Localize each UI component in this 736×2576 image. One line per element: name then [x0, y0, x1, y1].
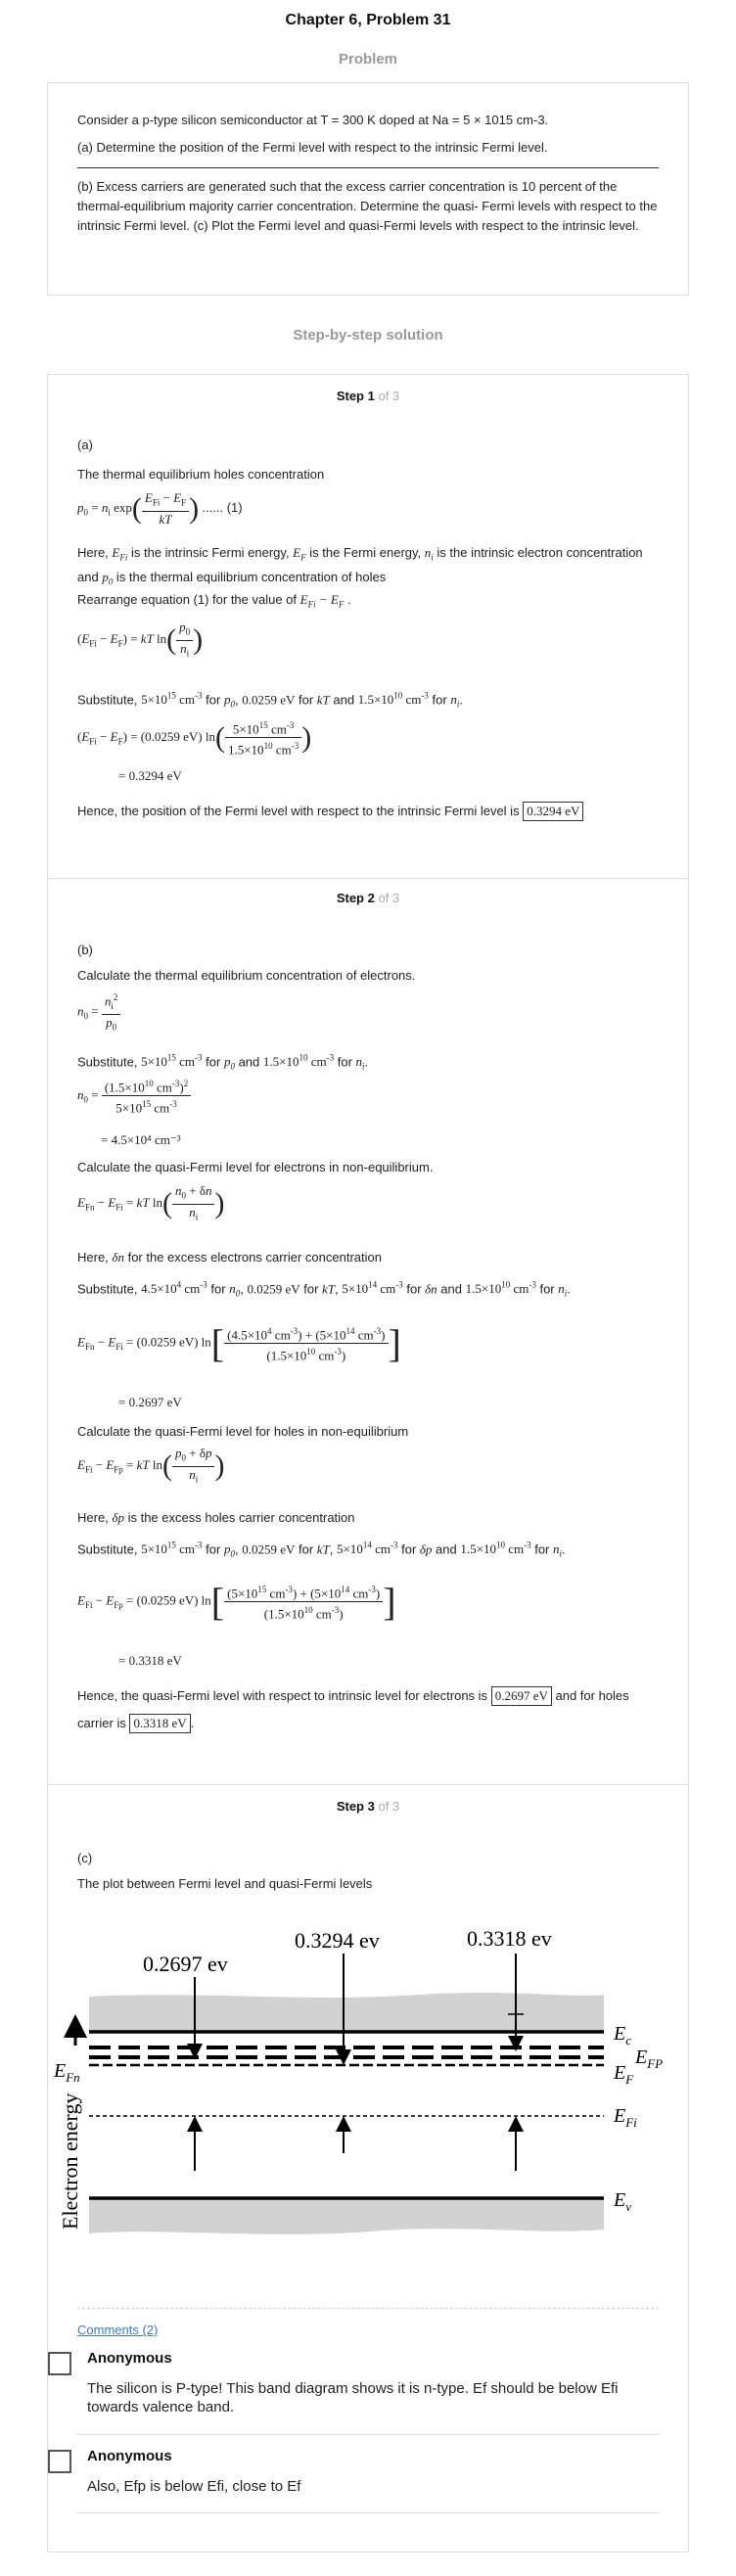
comments-link[interactable]: Comments (2)	[77, 2323, 159, 2337]
step2-eq1: $n_0$ = $\frac{n_i^2}{p_0}$	[77, 989, 120, 1035]
conduction-band-fill	[89, 1993, 604, 2032]
band-diagram	[48, 1897, 688, 2259]
label-efi: $E_{Fi}$	[614, 2105, 637, 2130]
step1-eq1: $p_0 = n_i$ exp( $\frac{E_{Fi} - E_F}{kT}$ ) ...... (1)	[77, 490, 243, 527]
step1-eq2: $(E_{Fi} - E_F)$ = kT ln( $\frac{p_0}{n_i}$ )	[77, 620, 204, 659]
step2-text6: Calculate the quasi-Fermi level for holes in non-equilibrium	[77, 1424, 409, 1439]
step1-eq3: $(E_{Fi} - E_F) = (0.0259$ eV) ln( $\frac{5\times 10^{15} cm^{-3}}{1.5\times 10^{10} cm^{-3}}$ )	[77, 717, 311, 759]
step2-eq5: $E_{Fi} - E_{Fp}$ = kT ln( $\frac{p_0 + \delta p}{n_i}$ )	[77, 1446, 225, 1485]
comment-divider	[77, 2434, 659, 2435]
step2-part: (b)	[77, 943, 93, 957]
label-0.3294: 0.3294 ev	[295, 1928, 380, 1953]
comment-text: Also, Efp is below Efi, close to Ef	[87, 2478, 301, 2495]
comment-text: The silicon is P-type! This band diagram shows it is n-type. Ef should be below Efi towards valence band.	[87, 2380, 619, 2415]
step2-text5: Substitute, $4.5\times 10^4$ $cm^{-3}$ for $n_0$, 0.0259 eV for kT, $5\times 10^{14}$ $cm^{-3}$ for δn and $1.5\times 10^{10}$ $cm^{-3}$ for $n_i$.	[77, 1280, 571, 1299]
valence-band-fill	[89, 2198, 604, 2234]
step2-answer1: 0.2697 eV	[491, 1686, 552, 1706]
comment-divider	[77, 2512, 659, 2513]
step2-answer2: 0.3318 eV	[129, 1714, 190, 1733]
step2-text3: Calculate the quasi-Fermi level for electrons in non-equilibrium.	[77, 1160, 434, 1174]
step2-eq2: $n_0$ = $\frac{(1.5\times 10^{10} cm^{-3})^2}{5\times 10^{15} cm^{-3}}$	[77, 1076, 191, 1117]
page-title: Chapter 6, Problem 31	[285, 12, 451, 28]
step2-text1: Calculate the thermal equilibrium concentration of electrons.	[77, 968, 416, 983]
eq1-tag: ...... (1)	[202, 499, 243, 515]
step3-label: Step 3	[336, 1799, 375, 1814]
step2-text8: Substitute, $5\times 10^{15}$ $cm^{-3}$ for $p_0$, 0.0259 eV for kT, $5\times 10^{14}$ $cm^{-3}$ for δp and $1.5\times 10^{10}$ $cm^{-3}$ for $n_i$.	[77, 1541, 566, 1559]
step-separator	[48, 878, 688, 879]
problem-part-bc: (b) Excess carriers are generated such that the excess carrier concentration is 10 percent of the thermal-equilibrium majority carrier concentration. Determine the quasi- Fermi levels with respect to the intrinsic Fermi level. (c) Plot the Fermi level and quasi-Fermi levels with respect to the intrinsic level.	[77, 179, 658, 233]
step1-text2: Here, $E_{Fi}$ is the intrinsic Fermi energy, $E_F$ is the Fermi energy, $n_i$ is the intrinsic electron concentration and $p_0$ is the thermal equilibrium concentration of holes	[77, 545, 643, 587]
step2-result2: = 0.3318 eV	[118, 1653, 182, 1668]
step2-header	[48, 891, 688, 905]
step2-result1: = 0.2697 eV	[118, 1395, 182, 1409]
problem-heading: Problem	[338, 51, 397, 68]
step3-header	[48, 1799, 688, 1814]
comments-section	[77, 2321, 659, 2340]
y-axis-label: Electron energy	[58, 2093, 82, 2230]
step2-conclusion: Hence, the quasi-Fermi level with respect to intrinsic level for electrons is 0.2697 eV and for holes carrier is 0.3318 eV .	[77, 1682, 659, 1737]
problem-intro: Consider a p-type silicon semiconductor at T = 300 K doped at Na = 5 × 1015 cm-3.	[77, 113, 549, 127]
step1-header	[48, 389, 688, 403]
step1-label: Step 1	[336, 389, 375, 403]
step2-eq3: $E_{Fn} - E_{Fi}$ = kT ln( $\frac{n_0 + \delta n}{n_i}$ )	[77, 1183, 225, 1222]
step2-text4: Here, δn for the excess electrons carrier concentration	[77, 1250, 382, 1265]
step2-eq4: $E_{Fn} - E_{Fi} = (0.0259$ eV) ln[ $\frac{(4.5\times 10^4 cm^{-3}) + (5\times 10^{14} cm^{-3})}{(1.5\times 10^{10} cm^{-3})}$ ]	[77, 1321, 401, 1365]
label-0.3318: 0.3318 ev	[467, 1926, 552, 1951]
step2-text7: Here, δp is the excess holes carrier concentration	[77, 1510, 355, 1525]
step3-text1: The plot between Fermi level and quasi-Fermi levels	[77, 1876, 373, 1891]
comments-separator	[77, 2308, 659, 2309]
step3-part: (c)	[77, 1851, 93, 1865]
step1-text3: Rearrange equation (1) for the value of $E_{Fi} - E_F$ .	[77, 592, 351, 610]
problem-card	[47, 82, 689, 296]
label-0.2697: 0.2697 ev	[143, 1952, 228, 1976]
step2-eq6: $E_{Fi} - E_{Fp} = (0.0259$ eV) ln[ $\frac{(5\times 10^{15} cm^{-3}) + (5\times 10^{14} cm^{-3})}{(1.5\times 10^{10} cm^{-3})}$ ]	[77, 1580, 396, 1624]
label-ev: $E_v$	[614, 2189, 631, 2214]
solution-card	[47, 374, 689, 2553]
step-separator	[48, 1784, 688, 1785]
label-ef: $E_F$	[614, 2062, 634, 2087]
comment-author: Anonymous	[87, 2448, 172, 2464]
solution-heading: Step-by-step solution	[293, 327, 443, 344]
step3-of: of 3	[378, 1799, 400, 1814]
step2-of: of 3	[378, 891, 400, 905]
step1-of: of 3	[378, 389, 400, 403]
comment-checkbox[interactable]	[48, 2352, 71, 2375]
label-ec: $E_c$	[614, 2023, 631, 2047]
step1-part: (a)	[77, 437, 93, 452]
step1-conclusion: Hence, the position of the Fermi level with respect to the intrinsic Fermi level is 0.3294 eV	[77, 802, 659, 821]
comment-author: Anonymous	[87, 2350, 172, 2367]
step2-label: Step 2	[336, 891, 375, 905]
step2-n0-result: = 4.5×10⁴ cm⁻³	[101, 1132, 181, 1147]
comment-checkbox[interactable]	[48, 2450, 71, 2473]
step1-result: = 0.3294 eV	[118, 768, 182, 783]
step1-text1: The thermal equilibrium holes concentration	[77, 467, 325, 482]
problem-part-a: (a) Determine the position of the Fermi level with respect to the intrinsic Fermi level.	[77, 140, 548, 155]
step1-answer: 0.3294 eV	[523, 802, 583, 821]
step2-text2: Substitute, $5\times 10^{15}$ $cm^{-3}$ for $p_0$ and $1.5\times 10^{10}$ $cm^{-3}$ for $n_i$.	[77, 1053, 369, 1072]
step1-text4: Substitute, $5\times 10^{15}$ $cm^{-3}$ for $p_0$, 0.0259 eV for kT and $1.5\times 10^{10}$ $cm^{-3}$ for $n_i$.	[77, 691, 463, 710]
divider	[77, 167, 659, 168]
label-efn: $E_{Fn}$	[54, 2060, 80, 2085]
label-efp: $E_{FP}$	[635, 2047, 664, 2071]
